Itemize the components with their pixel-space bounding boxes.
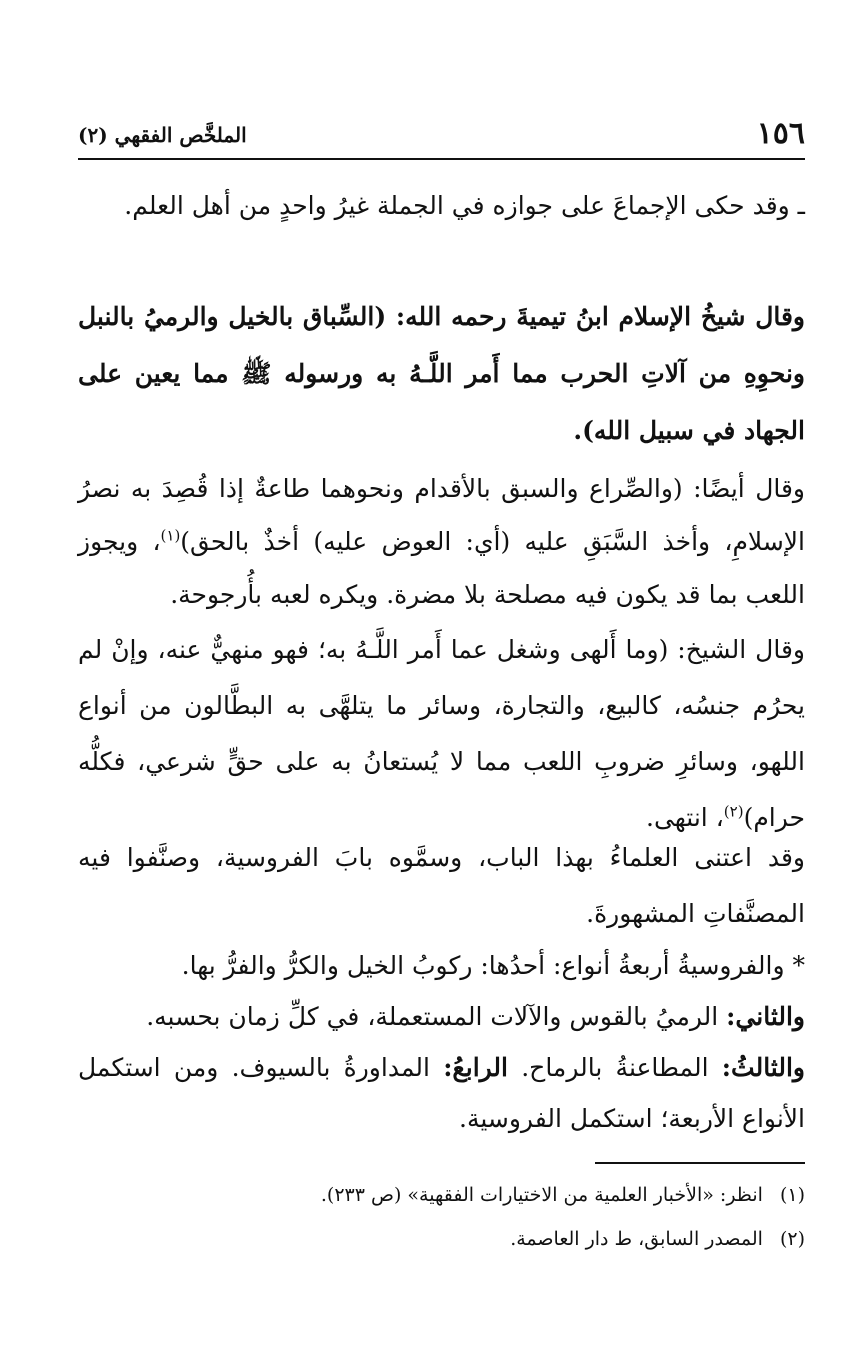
paragraph-distraction-quote — [78, 622, 805, 846]
footnote-ref: (٢) — [723, 802, 744, 821]
footnote-number: (١) — [779, 1184, 805, 1206]
page-header — [78, 114, 805, 160]
type-fourth-label: الرابعُ: — [443, 1053, 508, 1082]
footnote-text: المصدر السابق، ط دار العاصمة. — [510, 1228, 763, 1250]
running-title: الملخَّص الفقهي (٢) — [78, 123, 247, 147]
type-second-label: والثاني: — [726, 1002, 805, 1031]
paragraph-consensus: ـ وقد حكى الإجماعَ على جوازه في الجملة غيرُ واحدٍ من أهل العلم. — [124, 191, 805, 220]
footnote — [78, 1180, 805, 1210]
footnote-ref: (١) — [160, 526, 181, 545]
footnote — [78, 1224, 805, 1254]
paragraph-text: وقال الشيخ: (وما أَلهى وشغل عما أَمر اللَّـهُ به؛ فهو منهيٌّ عنه، وإنْ لم يحرُم جنسُه، كالبيع، والتجارة، وسائر ما يتلهَّى به البطَّالون من أنواع اللهو، وسائرِ ضروبِ اللعب مما لا يُستعانُ به على حقٍّ شرعي، فكلُّه حرام) — [78, 635, 805, 832]
type-third-text: المطاعنةُ بالرماح. — [508, 1053, 722, 1082]
paragraph-furusiyya-types — [78, 940, 805, 1144]
paragraph-furusiyya-chapter: وقد اعتنى العلماءُ بهذا الباب، وسمَّوه بابَ الفروسية، وصنَّفوا فيه المصنَّفاتِ المشهورةَ. — [78, 843, 805, 928]
type-second-text: الرميُ بالقوس والآلات المستعملة، في كلِّ زمان بحسبه. — [146, 1002, 727, 1031]
type-fourth-text: المداورةُ بالسيوف. ومن استكمل الأنواع الأربعة؛ استكمل الفروسية. — [78, 1053, 805, 1133]
paragraph-text-after: ، ويجوز اللعب بما قد يكون فيه مصلحة بلا مضرة. ويكره لعبه بأُرجوحة. — [78, 527, 805, 609]
page-number: ١٥٦ — [756, 116, 805, 151]
footnote-text: انظر: «الأخبار العلمية من الاختيارات الفقهية» (ص ٢٣٣). — [320, 1184, 763, 1206]
footnote-divider — [595, 1162, 805, 1164]
footnote-number: (٢) — [779, 1228, 805, 1250]
paragraph-wrestling-quote — [78, 462, 805, 621]
paragraph-ibn-taymiyyah-quote: وقال شيخُ الإسلام ابنُ تيميةَ رحمه الله: (السِّباق بالخيل والرميُ بالنبل ونحوِهِ من آلاتِ الحرب مما أَمر اللَّـهُ به ورسوله ﷺ مما يعين على الجهاد في سبيل الله). — [78, 302, 805, 445]
paragraph-text: وقال أيضًا: (والصِّراع والسبق بالأقدام ونحوهما طاعةٌ إذا قُصِدَ به نصرُ الإسلامِ، وأخذ السَّبَقِ عليه (أي: العوض عليه) أخذٌ بالحق) — [78, 474, 805, 556]
type-third-label: والثالثُ: — [721, 1053, 805, 1082]
types-intro: * والفروسيةُ أربعةُ أنواع: أحدُها: ركوبُ الخيل والكرُّ والفرُّ بها. — [181, 951, 805, 980]
paragraph-text-after: ، انتهى. — [646, 803, 724, 832]
